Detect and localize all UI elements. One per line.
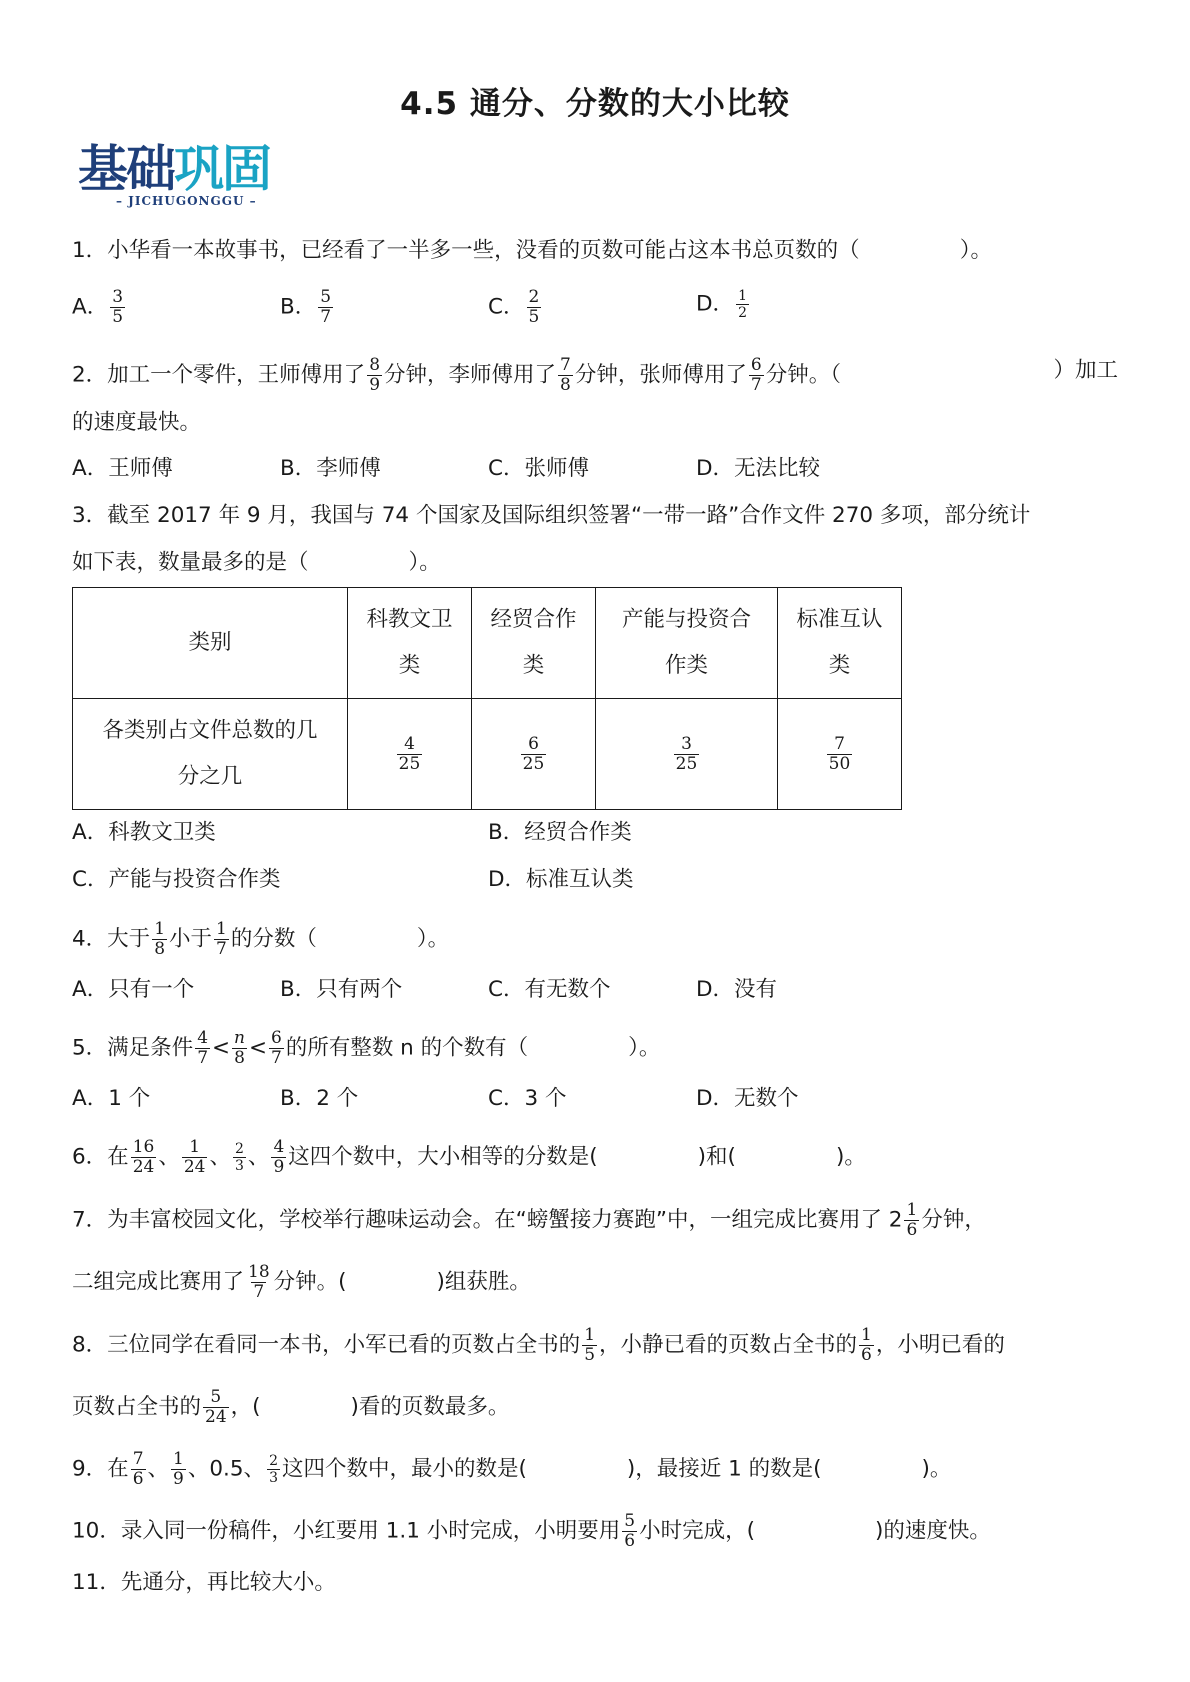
question-2: 2．加工一个零件，王师傅用了 $\frac{8}{9}$ 分钟，李师傅用了 $\frac{7}{8}$ 分钟，张师傅用了 $\frac{6}{7}$ 分钟。（ ）加工 [72, 355, 1118, 395]
table-header-edu: 科教文卫 类 [348, 588, 472, 699]
table-header-category: 类别 [73, 588, 348, 699]
question-6: 6．在 $\frac{16}{24}$ 、 $\frac{1}{24}$ 、 $\frac{2}{3}$ 、 $\frac{4}{9}$ 这四个数中，大小相等的分数是( )和( )。 [72, 1137, 866, 1177]
table-cell-fraction: $\frac{4}{25}$ [348, 699, 472, 810]
table-row-label: 各类别占文件总数的几 分之几 [73, 699, 348, 810]
logo-subtitle: – JICHUGONGGU – [116, 194, 257, 208]
table-header-trade: 经贸合作 类 [472, 588, 596, 699]
q4-option-c[interactable]: C．有无数个 [488, 977, 611, 1002]
table-header-standard: 标准互认 类 [778, 588, 902, 699]
question-7-line2: 二组完成比赛用了 $\frac{18}{7}$ 分钟。( )组获胜。 [72, 1262, 531, 1302]
logo-text-a: 基础 [78, 140, 174, 198]
q2-option-a[interactable]: A．王师傅 [72, 456, 173, 481]
q5-option-c[interactable]: C．3 个 [488, 1086, 567, 1111]
q2-option-c[interactable]: C．张师傅 [488, 456, 590, 481]
question-9: 9．在 $\frac{7}{6}$ 、 $\frac{1}{9}$ 、0.5、 $\frac{2}{3}$ 这四个数中，最小的数是( )，最接近 1 的数是( )。 [72, 1449, 952, 1489]
q2-option-b[interactable]: B．李师傅 [280, 456, 381, 481]
question-11: 11．先通分，再比较大小。 [72, 1570, 336, 1595]
question-3-line2: 如下表，数量最多的是（ ）。 [72, 550, 441, 575]
question-1: 1．小华看一本故事书，已经看了一半多一些，没看的页数可能占这本书总页数的（ ）。 [72, 238, 992, 263]
q4-option-a[interactable]: A．只有一个 [72, 977, 195, 1002]
question-4: 4．大于 $\frac{1}{8}$ 小于 $\frac{1}{7}$ 的分数（ ）。 [72, 919, 450, 959]
q1-option-a[interactable]: A． $\frac{3}{5}$ [72, 287, 124, 327]
question-3-line1: 3．截至 2017 年 9 月，我国与 74 个国家及国际组织签署“一带一路”合作文件 270 多项，部分统计 [72, 503, 1031, 528]
question-8-line2: 页数占全书的 $\frac{5}{24}$ ，( )看的页数最多。 [72, 1387, 510, 1427]
logo-text-b: 巩固 [174, 140, 270, 198]
logo [78, 142, 288, 214]
table-header-capacity: 产能与投资合 作类 [596, 588, 778, 699]
question-2-line2: 的速度最快。 [72, 410, 202, 435]
question-7-line1: 7．为丰富校园文化，学校举行趣味运动会。在“螃蟹接力赛跑”中，一组完成比赛用了 2 $\frac{1}{6}$ 分钟， [72, 1200, 986, 1240]
q1-option-d[interactable]: D． $\frac{1}{2}$ [696, 288, 747, 321]
q5-option-b[interactable]: B．2 个 [280, 1086, 359, 1111]
page-title: 4.5 通分、分数的大小比较 [400, 86, 790, 122]
table-cell-fraction: $\frac{7}{50}$ [778, 699, 902, 810]
question-8-line1: 8．三位同学在看同一本书，小军已看的页数占全书的 $\frac{1}{5}$ ，小静已看的页数占全书的 $\frac{1}{6}$ ，小明已看的 [72, 1325, 1005, 1365]
table-cell-fraction: $\frac{6}{25}$ [472, 699, 596, 810]
question-5: 5．满足条件 $\frac{4}{7}$ < $\frac{n}{8}$ < $\frac{6}{7}$ 的所有整数 n 的个数有（ ）。 [72, 1028, 661, 1068]
question-10: 10．录入同一份稿件，小红要用 1.1 小时完成，小明要用 $\frac{5}{6}$ 小时完成，( )的速度快。 [72, 1511, 991, 1551]
q3-option-c[interactable]: C．产能与投资合作类 [72, 867, 281, 892]
q3-option-d[interactable]: D．标准互认类 [488, 867, 634, 892]
stats-table [72, 587, 902, 810]
q1-option-c[interactable]: C． $\frac{2}{5}$ [488, 287, 540, 327]
q5-option-a[interactable]: A．1 个 [72, 1086, 151, 1111]
q4-option-b[interactable]: B．只有两个 [280, 977, 403, 1002]
table-cell-fraction: $\frac{3}{25}$ [596, 699, 778, 810]
q3-option-a[interactable]: A．科教文卫类 [72, 820, 216, 845]
q4-option-d[interactable]: D．没有 [696, 977, 778, 1002]
q1-option-b[interactable]: B． $\frac{5}{7}$ [280, 287, 332, 327]
q2-option-d[interactable]: D．无法比较 [696, 456, 821, 481]
q3-option-b[interactable]: B．经贸合作类 [488, 820, 632, 845]
q5-option-d[interactable]: D．无数个 [696, 1086, 799, 1111]
